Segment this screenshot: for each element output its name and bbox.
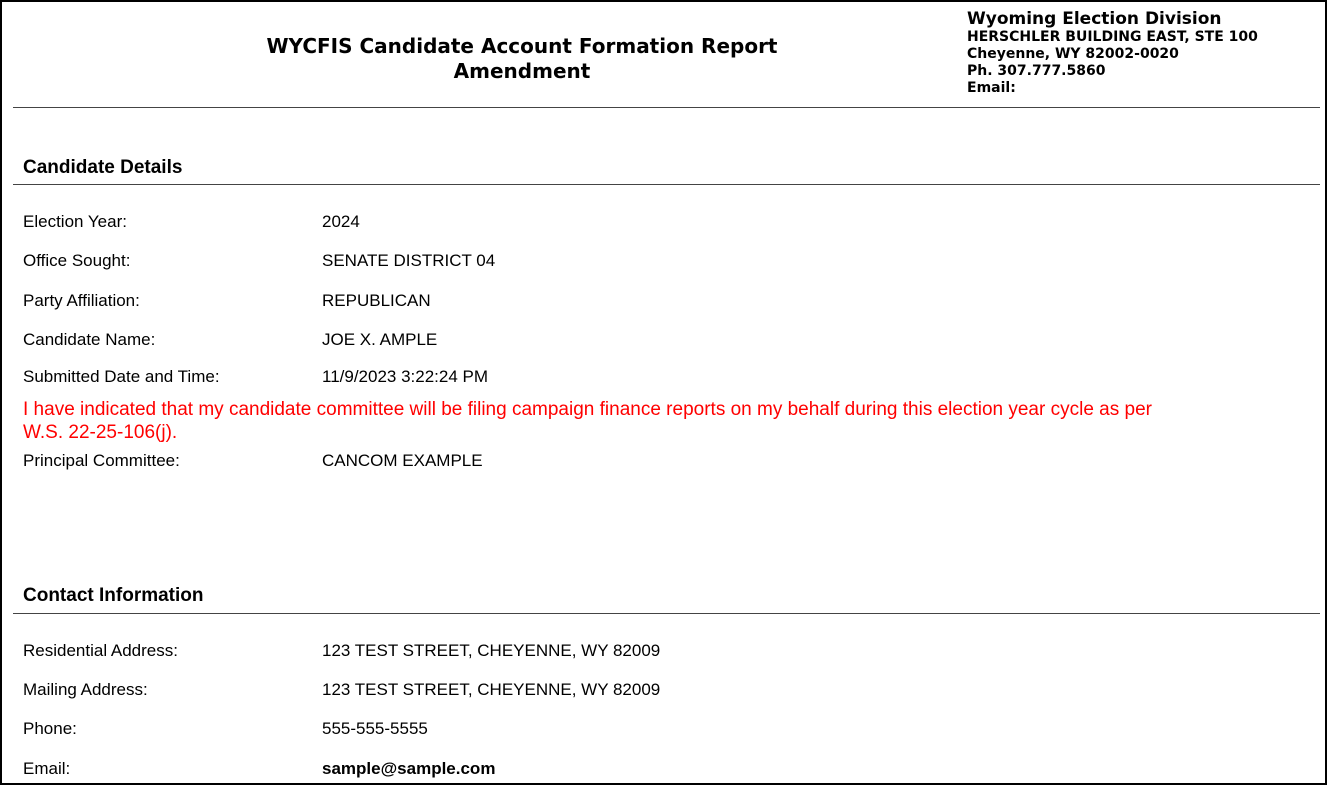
- candidate-name-label: Candidate Name:: [23, 330, 156, 349]
- principal-committee-label: Principal Committee:: [23, 451, 180, 470]
- election-year-value: 2024: [322, 212, 360, 231]
- residential-address-value: 123 TEST STREET, CHEYENNE, WY 82009: [322, 641, 661, 660]
- principal-committee-value: CANCOM EXAMPLE: [322, 451, 483, 470]
- election-year-label: Election Year:: [23, 212, 127, 231]
- organization-address-line2: Cheyenne, WY 82002-0020: [967, 46, 1179, 62]
- contact-information-title: Contact Information: [23, 585, 204, 606]
- organization-info: [967, 9, 1258, 97]
- phone-value: 555-555-5555: [322, 719, 428, 738]
- organization-phone: Ph. 307.777.5860: [967, 63, 1106, 79]
- report-title: [122, 34, 922, 84]
- candidate-name-value: JOE X. AMPLE: [322, 330, 438, 349]
- submitted-date-value: 11/9/2023 3:22:24 PM: [322, 367, 489, 386]
- report-title-line2: Amendment: [453, 59, 591, 83]
- phone-label: Phone:: [23, 719, 77, 738]
- residential-address-label: Residential Address:: [23, 641, 178, 660]
- candidate-details-title: Candidate Details: [23, 157, 183, 178]
- email-label: Email:: [23, 759, 71, 778]
- party-affiliation-label: Party Affiliation:: [23, 291, 140, 310]
- mailing-address-label: Mailing Address:: [23, 680, 148, 699]
- organization-email-label: Email:: [967, 80, 1016, 96]
- submitted-date-label: Submitted Date and Time:: [23, 367, 220, 386]
- header-divider: [13, 107, 1320, 108]
- report-title-line1: WYCFIS Candidate Account Formation Report: [266, 34, 778, 58]
- party-affiliation-value: REPUBLICAN: [322, 291, 431, 310]
- office-sought-value: SENATE DISTRICT 04: [322, 251, 496, 270]
- candidate-details-divider: [13, 184, 1320, 185]
- organization-address-line1: HERSCHLER BUILDING EAST, STE 100: [967, 29, 1258, 45]
- office-sought-label: Office Sought:: [23, 251, 131, 270]
- filing-notice: I have indicated that my candidate committee will be filing campaign finance reports on my behalf during this election year cycle as per W.S. 22-25-106(j).: [23, 399, 1152, 443]
- email-value: sample@sample.com: [322, 759, 496, 778]
- organization-name: Wyoming Election Division: [967, 9, 1222, 29]
- contact-information-divider: [13, 613, 1320, 614]
- mailing-address-value: 123 TEST STREET, CHEYENNE, WY 82009: [322, 680, 661, 699]
